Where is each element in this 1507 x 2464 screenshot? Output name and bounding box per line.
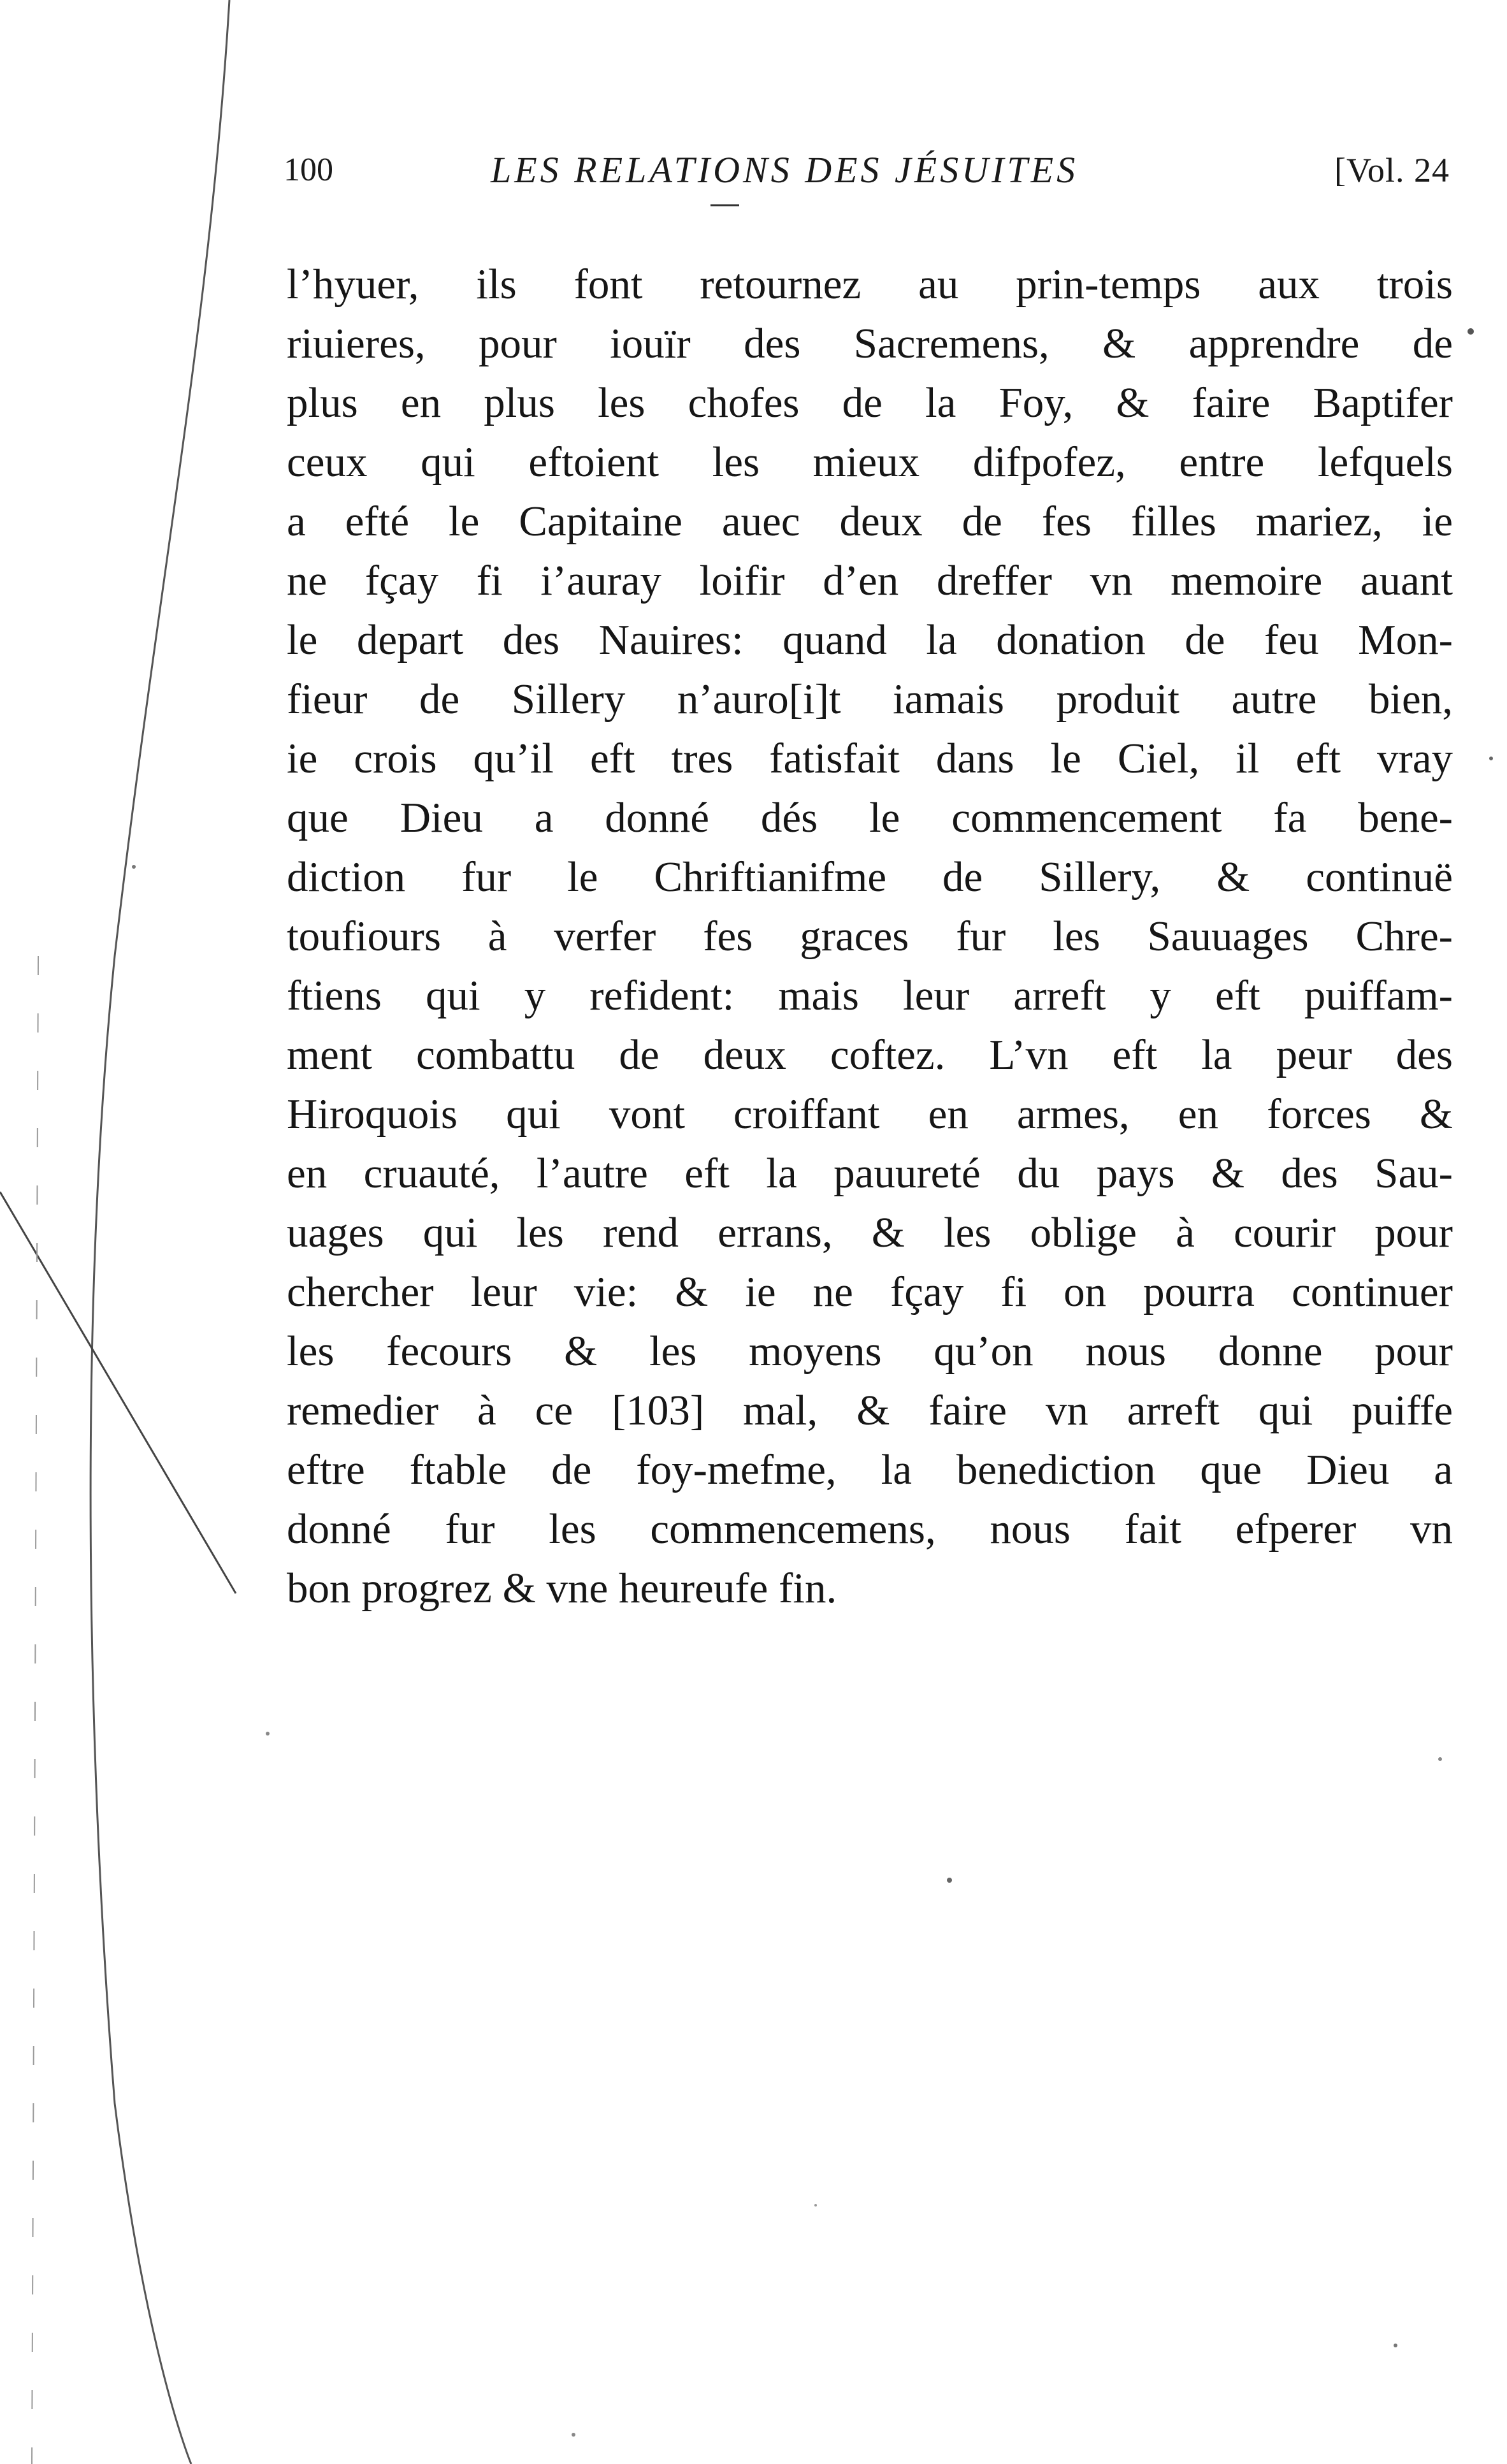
text-line: toufiours à verfer fes graces fur les Sauuages Chre- xyxy=(287,913,1453,960)
text-line: ie crois qu’il eft tres fatisfait dans le Ciel, il eft vray xyxy=(287,735,1453,782)
text-line: bon progrez & vne heureufe fin. xyxy=(287,1565,837,1612)
speck xyxy=(572,2433,575,2437)
body-paragraph xyxy=(287,255,1453,1618)
text-line: en cruauté, l’autre eft la pauureté du pays & des Sau- xyxy=(287,1150,1453,1197)
speck xyxy=(1438,1757,1442,1761)
text-line: remedier à ce [103] mal, & faire vn arreft qui puiffe xyxy=(287,1387,1453,1434)
text-line: riuieres, pour iouïr des Sacremens, & apprendre de xyxy=(287,320,1453,367)
volume-label: [Vol. 24 xyxy=(1334,151,1450,189)
speck xyxy=(1489,757,1493,760)
text-line: chercher leur vie: & ie ne fçay fi on pourra continuer xyxy=(287,1268,1453,1315)
speck xyxy=(1394,2344,1397,2347)
speck xyxy=(947,1878,952,1883)
text-line: l’hyuer, ils font retournez au prin-temps aux trois xyxy=(287,261,1453,308)
text-line: que Dieu a donné dés le commencement fa bene- xyxy=(287,794,1453,841)
text-line: ment combattu de deux coftez. L’vn eft la peur des xyxy=(287,1031,1453,1078)
running-head xyxy=(284,141,1450,199)
text-line: diction fur le Chriftianifme de Sillery, & continuë xyxy=(287,853,1453,901)
page-number: 100 xyxy=(284,152,333,188)
text-line: ceux qui eftoient les mieux difpofez, entre lefquels xyxy=(287,438,1453,486)
text-line: le depart des Nauires: quand la donation de feu Mon- xyxy=(287,616,1453,663)
text-line: a efté le Capitaine auec deux de fes filles mariez, ie xyxy=(287,498,1453,545)
text-line: Hiroquois qui vont croiffant en armes, en forces & xyxy=(287,1091,1453,1138)
text-line: uages qui les rend errans, & les oblige à courir pour xyxy=(287,1209,1453,1256)
running-title: LES RELATIONS DES JÉSUITES xyxy=(491,149,1079,191)
speck xyxy=(1467,328,1474,335)
speck xyxy=(132,865,136,869)
speck xyxy=(814,2204,817,2207)
text-line: eftre ftable de foy-mefme, la benediction que Dieu a xyxy=(287,1446,1453,1493)
page-fold-line xyxy=(90,0,229,2464)
text-line: donné fur les commencemens, nous fait efperer vn xyxy=(287,1505,1453,1553)
text-line: plus en plus les chofes de la Foy, & faire Baptifer xyxy=(287,379,1453,426)
text-line: ftiens qui y refident: mais leur arreft y eft puiffam- xyxy=(287,972,1453,1019)
crease-shadow-line xyxy=(32,956,38,2464)
text-line: fieur de Sillery n’auro[i]t iamais produit autre bien, xyxy=(287,676,1453,723)
text-line: ne fçay fi i’auray loifir d’en dreffer vn memoire auant xyxy=(287,557,1453,604)
text-line: les fecours & les moyens qu’on nous donne pour xyxy=(287,1328,1453,1375)
speck xyxy=(266,1732,270,1736)
